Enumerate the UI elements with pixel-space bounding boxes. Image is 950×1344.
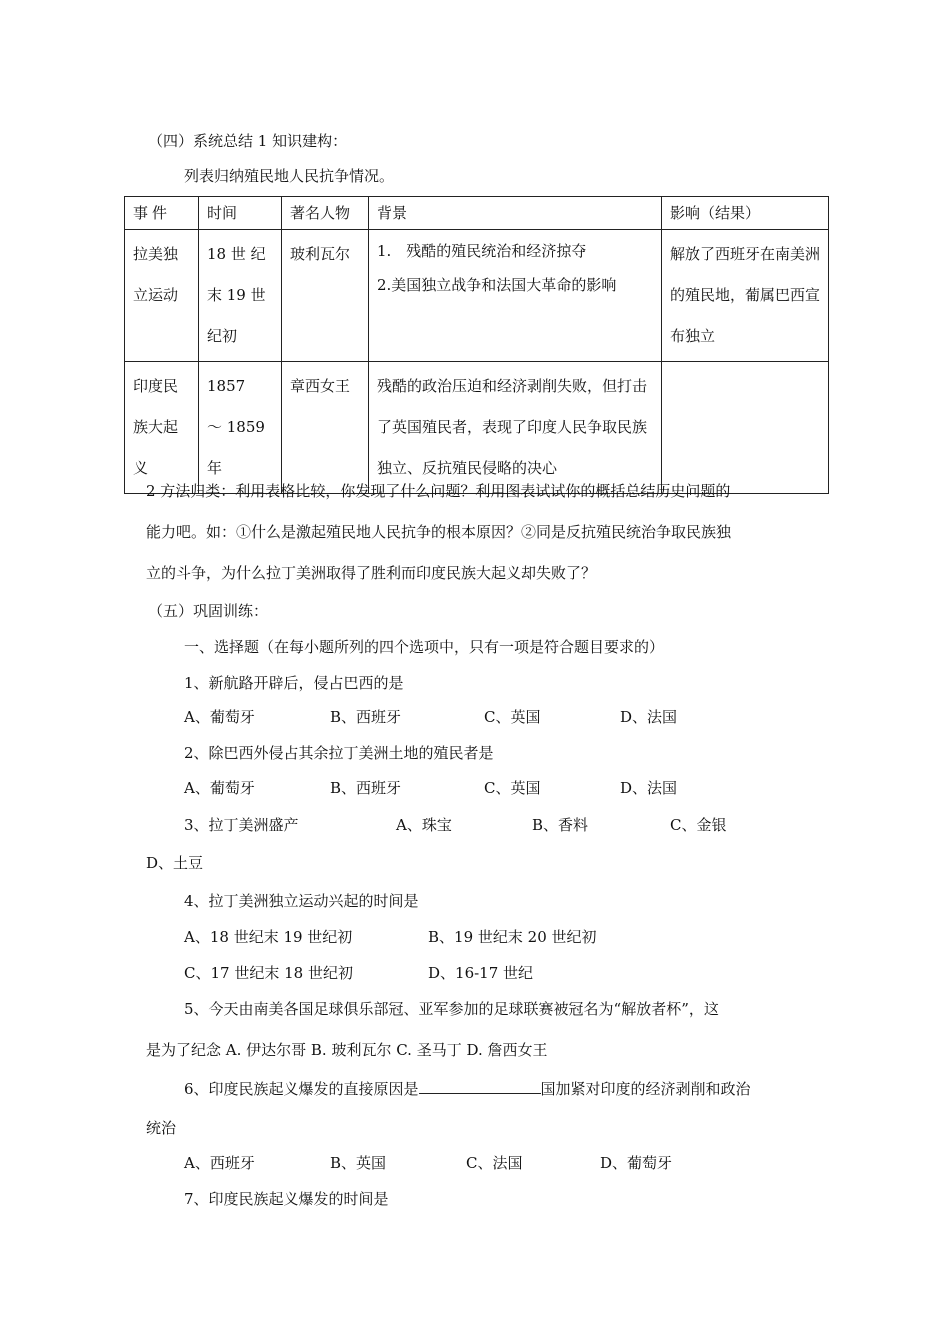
method-line-2: 能力吧。如：①什么是激起殖民地人民抗争的根本原因？②同是反抗殖民统治争取民族独	[146, 523, 732, 541]
cell-event: 印度民族大起义	[125, 362, 199, 494]
q2-stem: 2、除巴西外侵占其余拉丁美洲土地的殖民者是	[184, 744, 494, 762]
q2-option-b[interactable]: B、西班牙	[330, 779, 402, 797]
table-row	[125, 230, 829, 362]
q6-option-a[interactable]: A、西班牙	[184, 1154, 255, 1172]
resistance-summary-table	[124, 196, 829, 494]
q6-stem-after: 国加紧对印度的经济剥削和政治	[540, 1080, 751, 1098]
header-person: 著名人物	[282, 197, 369, 230]
q6-option-c[interactable]: C、法国	[466, 1154, 523, 1172]
header-background: 背景	[369, 197, 662, 230]
cell-time: 1857 ～ 1859 年	[199, 362, 282, 494]
background-item: 1. 残酷的殖民统治和经济掠夺	[377, 242, 587, 260]
q4-option-a[interactable]: A、18 世纪末 19 世纪初	[184, 928, 353, 946]
method-line-1: 2 方法归类：利用表格比较，你发现了什么问题？利用图表试试你的概括总结历史问题的	[146, 482, 731, 500]
q6-stem-before: 6、印度民族起义爆发的直接原因是	[184, 1080, 419, 1098]
background-item: 2.美国独立战争和法国大革命的影响	[377, 276, 617, 294]
q1-option-a[interactable]: A、葡萄牙	[184, 708, 255, 726]
q3-stem: 3、拉丁美洲盛产	[184, 816, 299, 834]
cell-effect: 解放了西班牙在南美洲的殖民地，葡属巴西宣布独立	[662, 230, 829, 362]
q5-line-1: 5、今天由南美各国足球俱乐部冠、亚军参加的足球联赛被冠名为“解放者杯”，这	[184, 1000, 719, 1018]
header-time: 时间	[199, 197, 282, 230]
q1-option-b[interactable]: B、西班牙	[330, 708, 402, 726]
q1-stem: 1、新航路开辟后，侵占巴西的是	[184, 674, 404, 692]
q3-option-c[interactable]: C、金银	[670, 816, 727, 834]
q4-option-c[interactable]: C、17 世纪末 18 世纪初	[184, 964, 353, 982]
cell-background: 残酷的政治压迫和经济剥削失败，但打击了英国殖民者，表现了印度人民争取民族独立、反抗殖民侵略的决心	[369, 362, 662, 494]
cell-person: 玻利瓦尔	[282, 230, 369, 362]
cell-person: 章西女王	[282, 362, 369, 494]
cell-event: 拉美独立运动	[125, 230, 199, 362]
q2-option-a[interactable]: A、葡萄牙	[184, 779, 255, 797]
header-effect: 影响（结果）	[662, 197, 829, 230]
cell-time: 18 世 纪 末 19 世 纪初	[199, 230, 282, 362]
q6-answer-blank[interactable]	[419, 1079, 541, 1094]
q5-line-2: 是为了纪念 A. 伊达尔哥 B. 玻利瓦尔 C. 圣马丁 D. 詹西女王	[146, 1041, 548, 1059]
q7-stem: 7、印度民族起义爆发的时间是	[184, 1190, 389, 1208]
q1-option-c[interactable]: C、英国	[484, 708, 541, 726]
table-row	[125, 362, 829, 494]
cell-background	[369, 230, 662, 362]
table-header-row	[125, 197, 829, 230]
section4-heading: （四）系统总结 1 知识建构：	[148, 132, 348, 150]
q3-option-d[interactable]: D、土豆	[146, 854, 204, 872]
q4-option-d[interactable]: D、16-17 世纪	[428, 964, 534, 982]
q6-option-b[interactable]: B、英国	[330, 1154, 387, 1172]
q6-option-d[interactable]: D、葡萄牙	[600, 1154, 673, 1172]
table-intro: 列表归纳殖民地人民抗争情况。	[184, 167, 395, 185]
q2-option-c[interactable]: C、英国	[484, 779, 541, 797]
choice-instruction: 一、选择题（在每小题所列的四个选项中，只有一项是符合题目要求的）	[184, 638, 665, 656]
q3-option-a[interactable]: A、珠宝	[396, 816, 452, 834]
header-event: 事件	[125, 197, 199, 230]
section5-heading: （五）巩固训练：	[148, 602, 269, 620]
q1-option-d[interactable]: D、法国	[620, 708, 678, 726]
q4-stem: 4、拉丁美洲独立运动兴起的时间是	[184, 892, 419, 910]
method-line-3: 立的斗争，为什么拉丁美洲取得了胜利而印度民族大起义却失败了？	[146, 564, 597, 582]
q6-line-2: 统治	[146, 1119, 177, 1137]
q6-line-1	[184, 1079, 751, 1099]
q2-option-d[interactable]: D、法国	[620, 779, 678, 797]
q4-option-b[interactable]: B、19 世纪末 20 世纪初	[428, 928, 597, 946]
cell-effect	[662, 362, 829, 494]
q3-option-b[interactable]: B、香料	[532, 816, 589, 834]
